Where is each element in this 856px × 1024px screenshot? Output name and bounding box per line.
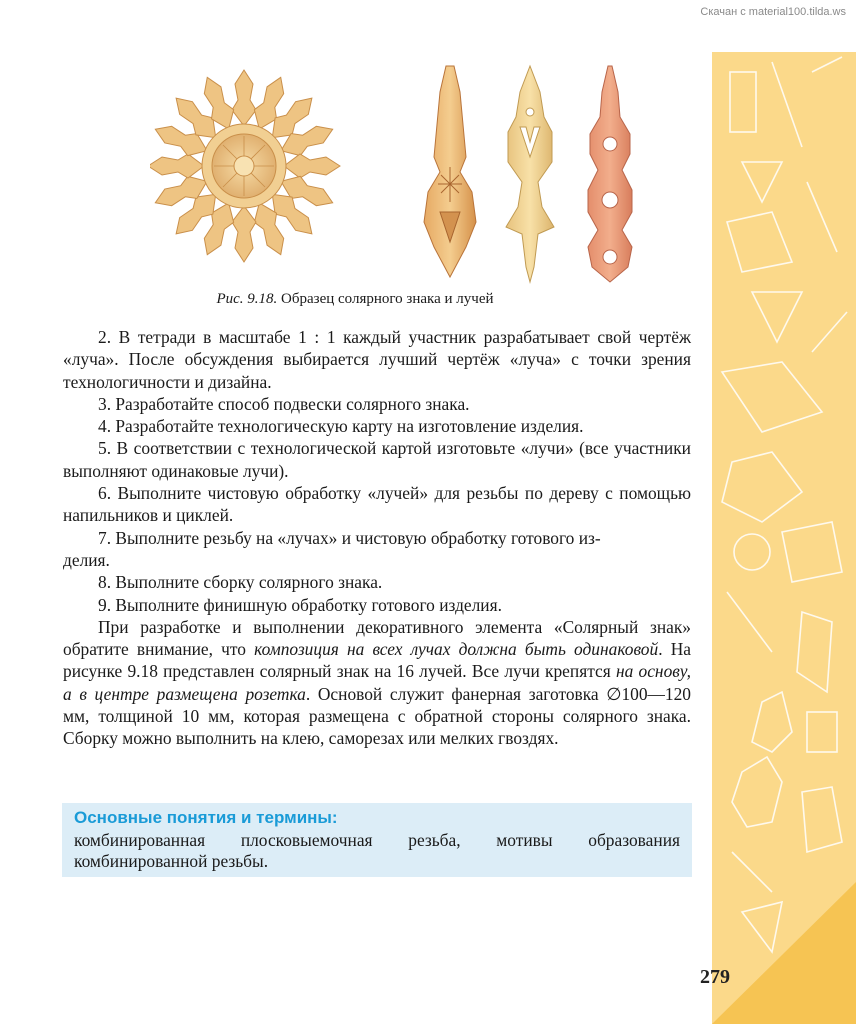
emphasis-base-rosette: на основу, а в центре размещена розетка (63, 661, 692, 704)
decorative-side-strip (712, 52, 856, 1024)
closing-paragraph (63, 616, 691, 750)
key-terms-body: комбинированная плосковыемочная резьба, мотивы образования комбинированной резьбы. (74, 830, 680, 871)
ray-carved-2 (506, 66, 554, 282)
closing-paragraph-part-3: . Основой служит фанерная заготовка ∅100—120 мм, толщиной 10 мм, которая размещена с обратной стороны солярного знака. Сборку можно выполнить на клею, саморезах или мелких гвоздях. (63, 683, 692, 749)
step-7: 7. Выполните резьбу на «лучах» и чистовую обработку готового из- (98, 527, 601, 548)
step-4: 4. Разработайте технологическую карту на изготовление изделия. (98, 416, 584, 437)
ray-carved-3 (588, 66, 632, 282)
step-3: 3. Разработайте способ подвески солярного знака. (98, 393, 470, 414)
emphasis-composition: композиция на всех лучах должна быть одинаковой (254, 639, 659, 660)
closing-paragraph-part-1: При разработке и выполнении декоративного элемента «Солярный знак» обратите внимание, что (63, 616, 691, 660)
step-6: 6. Выполните чистовую обработку «лучей» для резьбы по дереву с помощью напильников и циклей. (63, 483, 691, 526)
step-5: 5. В соответствии с технологической картой изготовьте «лучи» (все участники выполняют одинаковые лучи). (63, 438, 691, 481)
ray-carved-1 (424, 66, 476, 277)
figure-caption (0, 291, 710, 308)
step-9: 9. Выполните финишную обработку готового изделия. (98, 594, 502, 615)
key-terms-box (62, 803, 692, 877)
step-2: 2. В тетради в масштабе 1 : 1 каждый участник разрабатывает свой чертёж «луча». После обсуждения выбирается лучший чертёж «луча» с точки зрения технологичности и дизайна. (63, 327, 691, 392)
step-7-continuation: делия. (63, 549, 110, 570)
solar-sign-figure (150, 62, 660, 288)
key-terms-heading: Основные понятия и термины: (74, 808, 338, 827)
page-number: 279 (700, 966, 730, 988)
step-8: 8. Выполните сборку солярного знака. (98, 572, 383, 593)
solar-sign (150, 70, 340, 262)
main-text (63, 326, 691, 750)
closing-paragraph-part-2: . На рисунке 9.18 представлен солярный знак на 16 лучей. Все лучи крепятся (63, 639, 691, 682)
download-watermark: Скачан с material100.tilda.ws (700, 6, 846, 18)
figure-label: Рис. 9.18. (216, 291, 278, 307)
figure-caption-text: Образец солярного знака и лучей (281, 291, 494, 307)
